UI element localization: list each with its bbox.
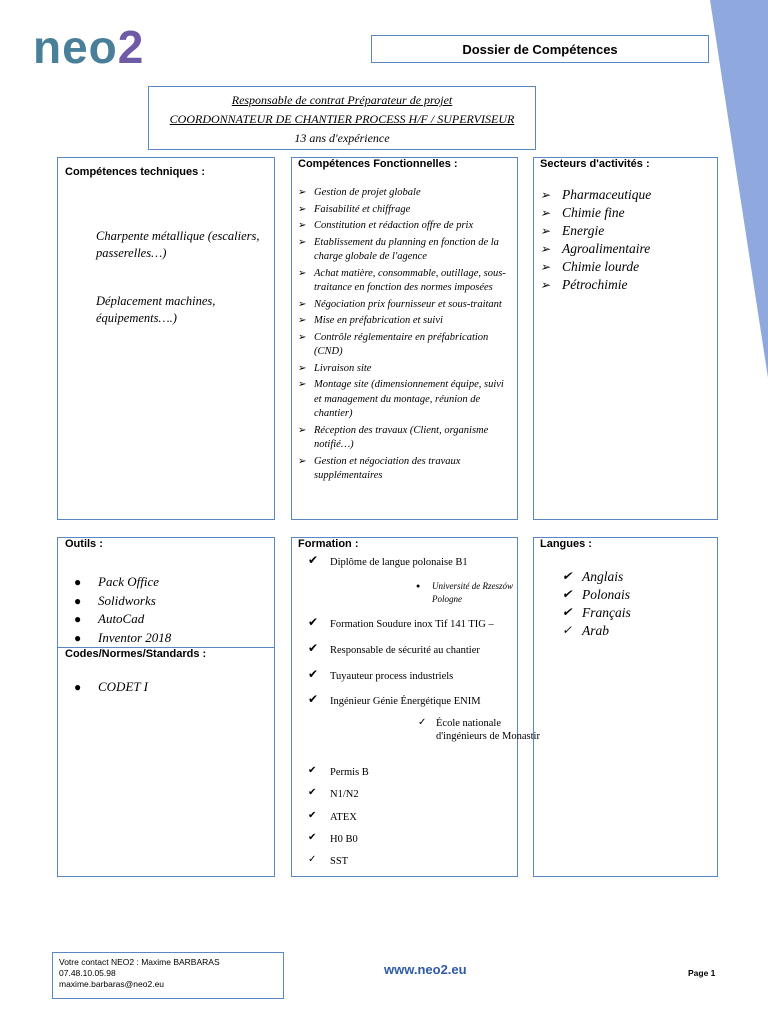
panel-title: Langues : (540, 538, 592, 550)
arrow-bullet-icon: ➢ (298, 455, 307, 467)
list-item: ✔ H0 B0 (308, 832, 358, 845)
check-icon: ✓ (418, 717, 427, 728)
list-item: ➢ Réception des travaux (Client, organisme notifié…) (298, 424, 489, 450)
tech-item: Déplacement machines, équipements….) (96, 294, 216, 325)
list-item: ➢ Constitution et rédaction offre de prix (292, 219, 510, 234)
arrow-bullet-icon: ➢ (298, 331, 307, 343)
dot-bullet-icon: ● (74, 593, 82, 608)
contact-box (52, 952, 284, 999)
arrow-bullet-icon: ➢ (298, 220, 307, 231)
page-number: Page 1 (688, 968, 716, 978)
list-item: ➢ Gestion et négociation des travaux supplémentaires (298, 455, 461, 481)
list-item: ✔ Formation Soudure inox Tif 141 TIG – (308, 615, 494, 630)
check-icon: ✔ (308, 832, 317, 843)
formation-list (292, 538, 540, 876)
list-item: ✔ Responsable de sécurité au chantier (308, 641, 480, 656)
list-item: ➢ Energie (540, 223, 605, 238)
list-item: ● CODET I (58, 678, 148, 697)
list-item: ✔ ATEX (308, 810, 357, 823)
dot-bullet-icon: ● (74, 630, 82, 645)
arrow-bullet-icon: ➢ (298, 203, 307, 215)
list-item: ● Pack Office (58, 573, 171, 592)
arrow-bullet-icon: ➢ (298, 315, 307, 326)
contact-phone[interactable]: 07.48.10.05.98 (59, 968, 116, 978)
check-icon: ✔ (308, 667, 319, 681)
check-icon: ✔ (562, 587, 573, 601)
panel-competences-fonctionnelles (291, 157, 518, 520)
list-item: ✔ Polonais (562, 587, 631, 602)
website-link[interactable]: www.neo2.eu (384, 962, 467, 977)
check-icon: ✔ (562, 605, 573, 619)
profile-line-2: COORDONNATEUR DE CHANTIER PROCESS H/F / SUPERVISEUR (169, 112, 515, 126)
list-item: ✓ Arab (562, 623, 609, 638)
list-item: ➢ Livraison site (292, 362, 510, 377)
panel-competences-techniques (57, 157, 275, 520)
check-icon: ✔ (308, 810, 317, 821)
list-item: ● Solidworks (58, 592, 171, 611)
document-title: Dossier de Compétences (371, 35, 709, 63)
check-icon: ✔ (308, 641, 319, 655)
arrow-bullet-icon: ➢ (540, 242, 551, 256)
arrow-bullet-icon: ➢ (298, 424, 307, 436)
profile-line-3: 13 ans d'expérience (294, 131, 390, 145)
check-icon: ✓ (562, 623, 573, 637)
check-icon: ✔ (308, 787, 317, 798)
arrow-bullet-icon: ➢ (540, 278, 551, 292)
check-icon: ✔ (308, 553, 319, 567)
list-item: ➢ Pharmaceutique (540, 187, 652, 202)
list-item: ➢ Faisabilité et chiffrage (292, 203, 510, 218)
check-icon: ✔ (308, 765, 317, 776)
list-item: ✔ Anglais (562, 569, 624, 584)
check-icon: ✓ (308, 854, 317, 865)
check-icon: ✔ (308, 692, 319, 706)
arrow-bullet-icon: ➢ (298, 267, 307, 279)
list-item: ✔ Diplôme de langue polonaise B1 (308, 553, 468, 568)
list-item: ✔ Tuyauteur process industriels (308, 667, 454, 682)
list-item: ✔ Ingénieur Génie Énergétique ENIM (308, 692, 481, 707)
arrow-bullet-icon: ➢ (298, 379, 307, 390)
dot-bullet-icon: ● (416, 582, 421, 590)
contact-email[interactable]: maxime.barbaras@neo2.eu (59, 979, 165, 989)
list-item: ● Inventor 2018 (58, 629, 171, 648)
list-item: ● AutoCad (58, 610, 171, 629)
neo2-logo: neo2 (33, 21, 145, 73)
panel-title: Outils : (65, 538, 103, 550)
check-icon: ✔ (308, 615, 319, 629)
codes-list (58, 678, 148, 697)
arrow-bullet-icon: ➢ (298, 362, 307, 374)
fonc-list (292, 186, 510, 486)
list-item: ✓ École nationale d'ingénieurs de Monastir (418, 717, 540, 742)
list-item: ➢ Montage site (dimensionnement équipe, suivi et management du montage, réunion de chantier) (298, 379, 504, 419)
dot-bullet-icon: ● (74, 575, 82, 589)
arrow-bullet-icon: ➢ (540, 224, 551, 238)
list-item: ✓ SST (308, 854, 349, 867)
profile-line-1: Responsable de contrat Préparateur de projet (231, 93, 453, 107)
arrow-bullet-icon: ➢ (298, 236, 307, 248)
panel-title: Compétences Fonctionnelles : (298, 158, 458, 170)
list-item: ➢ Achat matière, consommable, outillage, sous-traitance en fonction des normes imposées (298, 267, 506, 293)
list-item: ➢ Agroalimentaire (540, 241, 651, 256)
list-item: ✔ Français (562, 605, 631, 620)
list-item: ✔ Permis B (308, 765, 369, 778)
panel-title: Secteurs d'activités : (540, 158, 650, 170)
check-icon: ✔ (562, 569, 573, 583)
list-item: ● Université de Rzeszów Pologne (416, 581, 513, 604)
panel-formation (291, 537, 540, 877)
list-item: ➢ Etablissement du planning en fonction de la charge globale de l'agence (298, 236, 499, 262)
panel-title: Compétences techniques : (65, 166, 205, 178)
langues-list (534, 568, 631, 640)
list-item: ➢ Chimie fine (540, 205, 625, 220)
list-item: ➢ Contrôle réglementaire en préfabrication (CND) (298, 331, 489, 357)
list-item: ➢ Pétrochimie (540, 277, 628, 292)
arrow-bullet-icon: ➢ (298, 298, 307, 310)
list-item: ➢ Mise en préfabrication et suivi (292, 314, 510, 329)
dot-bullet-icon: ● (74, 612, 82, 626)
tech-item: Charpente métallique (escaliers, passerelles…) (96, 229, 260, 260)
list-item: ➢ Gestion de projet globale (292, 186, 510, 201)
panel-secteurs (533, 157, 718, 520)
panel-langues (533, 537, 718, 877)
sectors-list (534, 186, 651, 294)
arrow-bullet-icon: ➢ (540, 188, 551, 202)
list-item: ➢ Négociation prix fournisseur et sous-traitant (292, 298, 510, 313)
list-item: ➢ Chimie lourde (540, 259, 640, 274)
panel-outils (57, 537, 275, 648)
arrow-bullet-icon: ➢ (298, 187, 307, 198)
profile-header (148, 86, 536, 150)
tools-list (58, 573, 171, 647)
list-item: ✔ N1/N2 (308, 787, 359, 800)
arrow-bullet-icon: ➢ (540, 260, 551, 274)
contact-name: Votre contact NEO2 : Maxime BARBARAS (59, 957, 220, 967)
panel-title: Formation : (298, 538, 359, 550)
panel-title: Codes/Normes/Standards : (65, 648, 207, 660)
arrow-bullet-icon: ➢ (540, 206, 551, 220)
panel-codes (57, 647, 275, 877)
dot-bullet-icon: ● (74, 680, 82, 694)
